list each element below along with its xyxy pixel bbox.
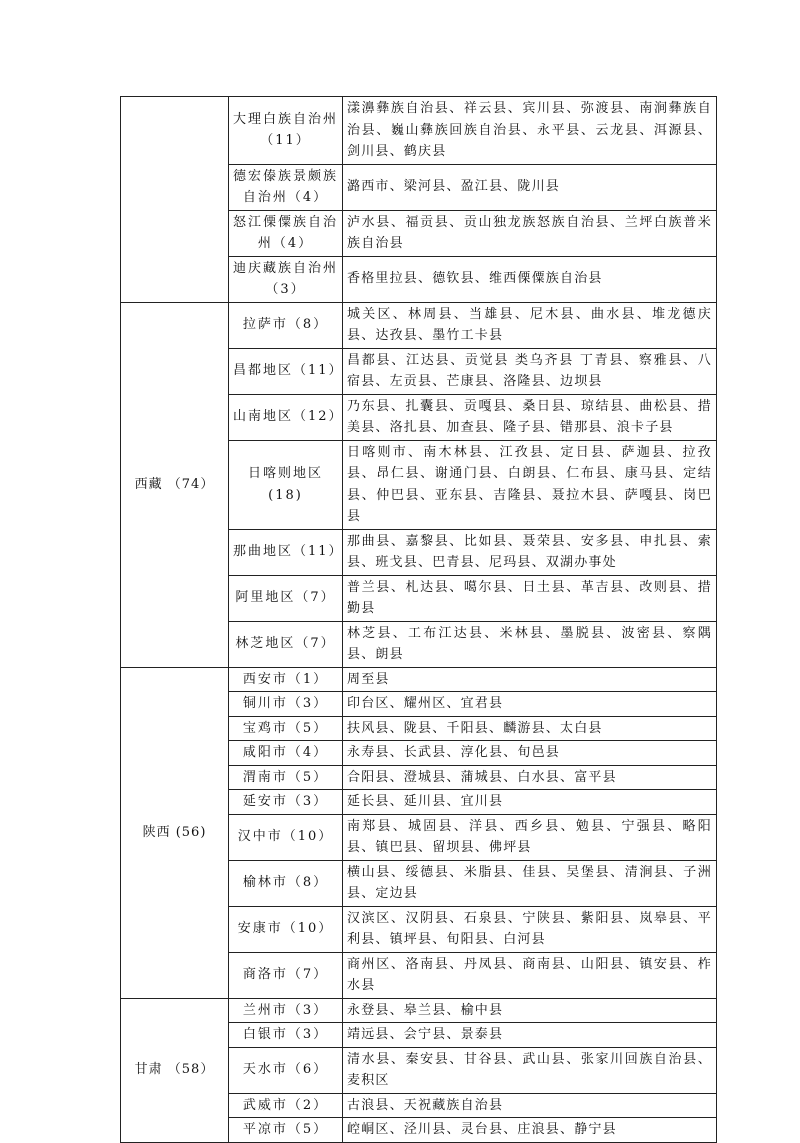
county-list-cell: 永登县、皋兰县、榆中县 xyxy=(343,998,717,1023)
county-list-cell: 香格里拉县、德钦县、维西傈僳族自治县 xyxy=(343,256,717,302)
prefecture-cell: 大理白族自治州（11） xyxy=(229,97,343,165)
county-list-cell: 古浪县、天祝藏族自治县 xyxy=(343,1093,717,1118)
province-cell xyxy=(121,97,229,303)
prefecture-cell: 天水市（6） xyxy=(229,1047,343,1093)
county-list-cell: 林芝县、工布江达县、米林县、墨脱县、波密县、察隅县、朗县 xyxy=(343,621,717,667)
county-list-cell: 延长县、延川县、宜川县 xyxy=(343,790,717,815)
prefecture-cell: 阿里地区（7） xyxy=(229,575,343,621)
county-list-cell: 泸水县、福贡县、贡山独龙族怒族自治县、兰坪白族普米族自治县 xyxy=(343,210,717,256)
prefecture-cell: 西安市（1） xyxy=(229,667,343,692)
prefecture-cell: 德宏傣族景颇族自治州（4） xyxy=(229,164,343,210)
prefecture-cell: 拉萨市（8） xyxy=(229,302,343,348)
prefecture-cell: 白银市（3） xyxy=(229,1023,343,1048)
prefecture-cell: 平凉市（5） xyxy=(229,1118,343,1143)
county-list-cell: 昌都县、江达县、贡觉县 类乌齐县 丁青县、察雅县、八宿县、左贡县、芒康县、洛隆县、边坝县 xyxy=(343,348,717,394)
county-list-cell: 汉滨区、汉阴县、石泉县、宁陕县、紫阳县、岚皋县、平利县、镇坪县、旬阳县、白河县 xyxy=(343,906,717,952)
province-cell: 甘肃 （58） xyxy=(121,998,229,1142)
county-list-cell: 乃东县、扎囊县、贡嘎县、桑日县、琼结县、曲松县、措美县、洛扎县、加查县、隆子县、错那县、浪卡子县 xyxy=(343,394,717,440)
prefecture-cell: 咸阳市（4） xyxy=(229,741,343,766)
prefecture-cell: 日喀则地区(18) xyxy=(229,440,343,529)
prefecture-cell: 怒江傈僳族自治州（4） xyxy=(229,210,343,256)
county-list-cell: 印台区、耀州区、宜君县 xyxy=(343,692,717,717)
county-list-cell: 靖远县、会宁县、景泰县 xyxy=(343,1023,717,1048)
county-list-cell: 合阳县、澄城县、蒲城县、白水县、富平县 xyxy=(343,765,717,790)
county-list-cell: 普兰县、札达县、噶尔县、日土县、革吉县、改则县、措勤县 xyxy=(343,575,717,621)
prefecture-cell: 兰州市（3） xyxy=(229,998,343,1023)
prefecture-cell: 林芝地区（7） xyxy=(229,621,343,667)
province-cell: 陕西 (56) xyxy=(121,667,229,998)
prefecture-cell: 铜川市（3） xyxy=(229,692,343,717)
county-list-cell: 商州区、洛南县、丹凤县、商南县、山阳县、镇安县、柞水县 xyxy=(343,952,717,998)
prefecture-cell: 榆林市（8） xyxy=(229,860,343,906)
county-list-cell: 崆峒区、泾川县、灵台县、庄浪县、静宁县 xyxy=(343,1118,717,1143)
county-list-cell: 横山县、绥德县、米脂县、佳县、吴堡县、清涧县、子洲县、定边县 xyxy=(343,860,717,906)
county-list-cell: 日喀则市、南木林县、江孜县、定日县、萨迦县、拉孜县、昂仁县、谢通门县、白朗县、仁布县、康马县、定结县、仲巴县、亚东县、吉隆县、聂拉木县、萨嘎县、岗巴县 xyxy=(343,440,717,529)
prefecture-cell: 山南地区（12） xyxy=(229,394,343,440)
county-list-cell: 漾濞彝族自治县、祥云县、宾川县、弥渡县、南涧彝族自治县、巍山彝族回族自治县、永平县、云龙县、洱源县、剑川县、鹤庆县 xyxy=(343,97,717,165)
table-row xyxy=(121,302,717,348)
county-list-cell: 扶风县、陇县、千阳县、麟游县、太白县 xyxy=(343,716,717,741)
prefecture-cell: 昌都地区（11） xyxy=(229,348,343,394)
prefecture-cell: 宝鸡市（5） xyxy=(229,716,343,741)
table-row xyxy=(121,667,717,692)
county-list-cell: 南郑县、城固县、洋县、西乡县、勉县、宁强县、略阳县、镇巴县、留坝县、佛坪县 xyxy=(343,814,717,860)
table-row xyxy=(121,97,717,165)
prefecture-cell: 迪庆藏族自治州（3） xyxy=(229,256,343,302)
county-list-cell: 潞西市、梁河县、盈江县、陇川县 xyxy=(343,164,717,210)
prefecture-cell: 汉中市（10） xyxy=(229,814,343,860)
prefecture-cell: 武威市（2） xyxy=(229,1093,343,1118)
county-list-table xyxy=(120,96,717,1143)
table-row xyxy=(121,998,717,1023)
county-list-cell: 周至县 xyxy=(343,667,717,692)
prefecture-cell: 渭南市（5） xyxy=(229,765,343,790)
county-list-cell: 清水县、秦安县、甘谷县、武山县、张家川回族自治县、麦积区 xyxy=(343,1047,717,1093)
county-list-cell: 永寿县、长武县、淳化县、旬邑县 xyxy=(343,741,717,766)
county-list-cell: 那曲县、嘉黎县、比如县、聂荣县、安多县、申扎县、索县、班戈县、巴青县、尼玛县、双湖办事处 xyxy=(343,529,717,575)
prefecture-cell: 安康市（10） xyxy=(229,906,343,952)
prefecture-cell: 延安市（3） xyxy=(229,790,343,815)
prefecture-cell: 商洛市（7） xyxy=(229,952,343,998)
prefecture-cell: 那曲地区（11） xyxy=(229,529,343,575)
county-list-cell: 城关区、林周县、当雄县、尼木县、曲水县、堆龙德庆县、达孜县、墨竹工卡县 xyxy=(343,302,717,348)
province-cell: 西藏 （74） xyxy=(121,302,229,667)
